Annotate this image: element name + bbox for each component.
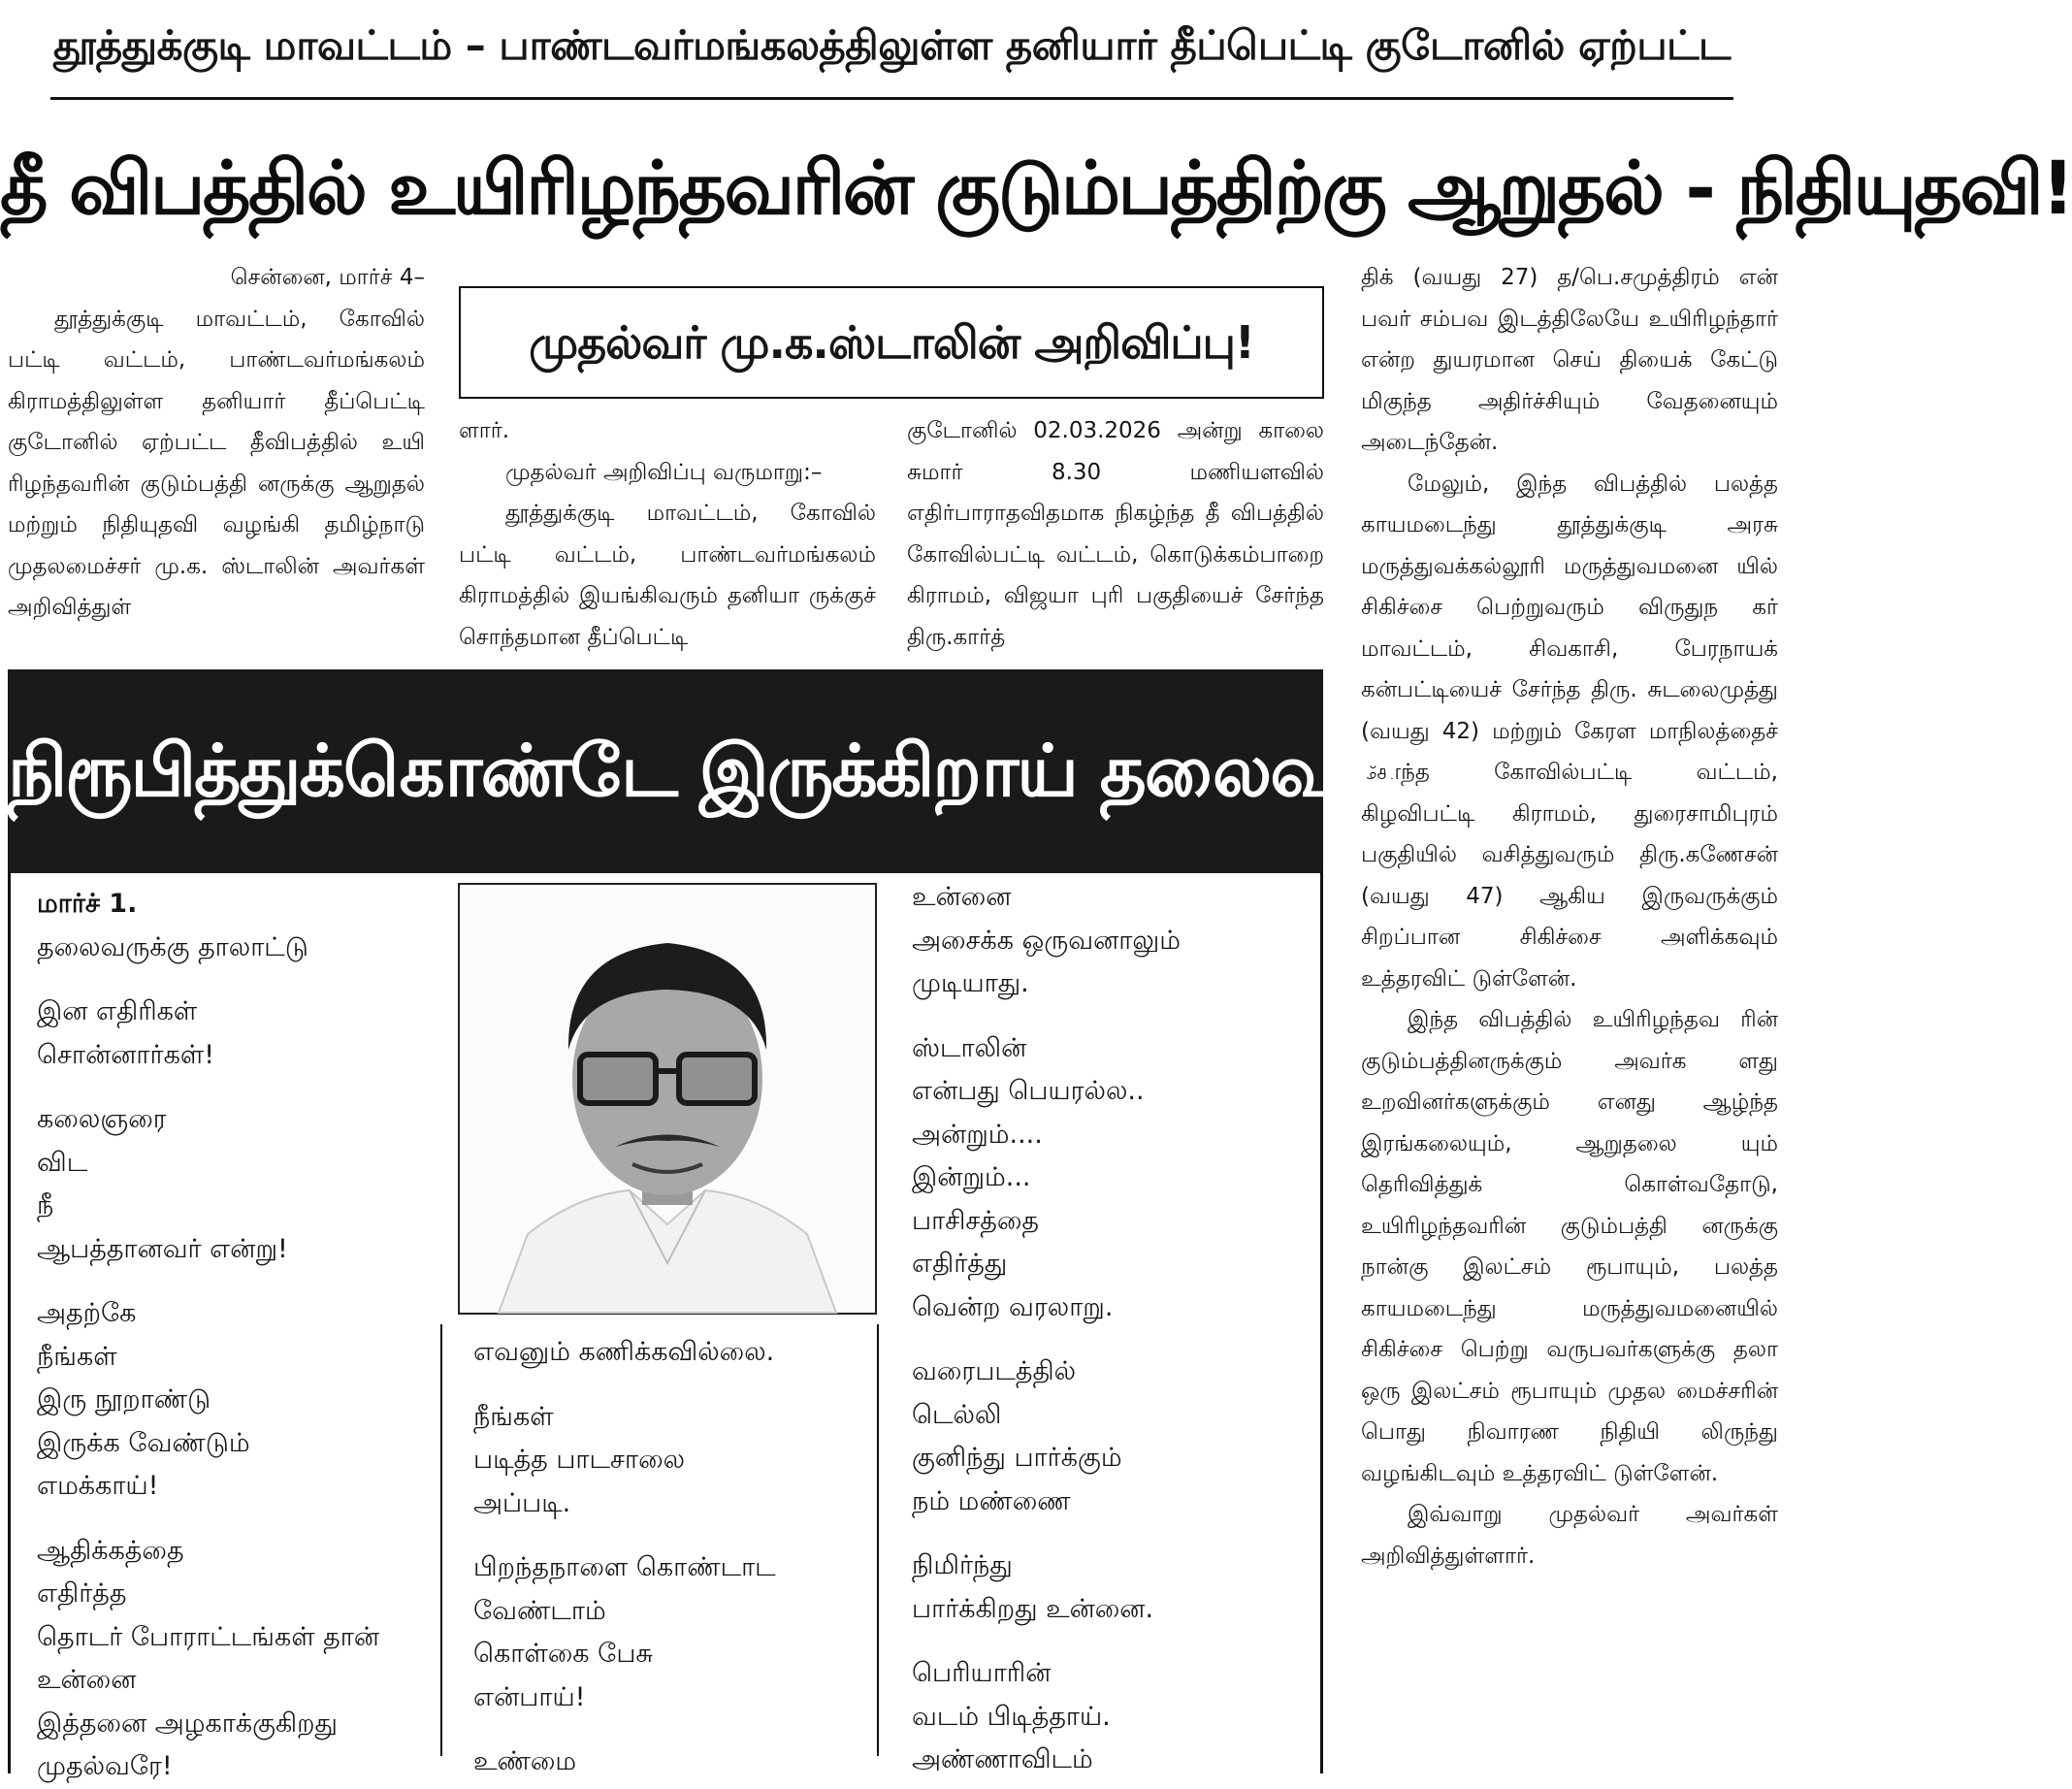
poem-line: பிறந்தநாளை கொண்டாட: [473, 1552, 776, 1582]
poem-stanza: [473, 1546, 871, 1719]
article-paragraph: தூத்துக்குடி மாவட்டம், கோவில் பட்டி வட்டம், பாண்டவர்மங்கலம் கிராமத்தில் இயங்கிவரும் தனியா ருக்குச் சொந்தமான தீப்பெட்டி: [459, 501, 876, 650]
poem-line: பாசிசத்தை: [912, 1205, 1040, 1236]
poem-line: உண்மை: [473, 1746, 577, 1776]
poem-line: முடியாது.: [912, 968, 1029, 998]
poem-line: பார்க்கிறது உன்னை.: [912, 1593, 1154, 1624]
article-paragraph: தூத்துக்குடி மாவட்டம், கோவில் பட்டி வட்டம், பாண்டவர்மங்கலம் கிராமத்திலுள்ள தனியார் தீப்பெட்டி குடோனில் ஏற்பட்ட தீவிபத்தில் உயி ரிழந்தவரின் குடும்பத்தி னருக்கு ஆறுதல் மற்றும் நிதியுதவி வழங்கி தமிழ்நாடு முதலமைச்சர் மு.க. ஸ்டாலின் அவர்கள் அறிவித்துள்: [8, 306, 425, 620]
poem-line: இரு நூறாண்டு: [37, 1384, 211, 1415]
poem-line: வடம் பிடித்தாய்.: [912, 1701, 1111, 1732]
column-divider: [877, 1324, 879, 1756]
subheadline-box: முதல்வர் மு.க.ஸ்டாலின் அறிவிப்பு!: [459, 286, 1324, 399]
article-column-3: [907, 410, 1324, 667]
poem-line: டெல்லி: [912, 1399, 1002, 1430]
poem-stanza: [37, 1292, 444, 1509]
poem-stanza: [912, 1350, 1310, 1523]
poem-line: உன்னை: [37, 1665, 137, 1695]
portrait-photo: [458, 883, 877, 1315]
poem-line: எதிர்த்து: [912, 1249, 1008, 1279]
poem-line: ஆதிக்கத்தை: [37, 1535, 184, 1566]
article-paragraph: ளார்.: [459, 418, 510, 443]
poem-line: ஆபத்தானவர் என்று!: [37, 1233, 288, 1264]
article-paragraph: இவ்வாறு முதல்வர் அவர்கள் அறிவித்துள்ளார்.: [1361, 1502, 1778, 1569]
poem-line: வரைபடத்தில்: [912, 1356, 1077, 1386]
poem-line: என்பாய்!: [473, 1681, 586, 1712]
article-paragraph: இந்த விபத்தில் உயிரிழந்தவ ரின் குடும்பத்தினருக்கும் அவர்க ளது உறவினர்களுக்கும் எனது ஆழ்ந்த இரங்கலையும், ஆறுதலை யும் தெரிவித்துக் கொள்வதோடு, உயிரிழந்தவரின் குடும்பத்தி னருக்கு நான்கு இலட்சம் ரூபாயும், பலத்த காயமடைந்து மருத்துவமனையில் சிகிச்சை பெற்று வருபவர்களுக்கு தலா ஒரு இலட்சம் ரூபாயும் முதல மைச்சரின் பொது நிவாரண நிதியி லிருந்து வழங்கிடவும் உத்தரவிட் டுள்ளேன்.: [1361, 1007, 1778, 1486]
poem-line: தொடர் போராட்டங்கள் தான்: [37, 1621, 380, 1652]
poem-stanza: [912, 1027, 1310, 1330]
poem-stanza: [473, 1331, 871, 1375]
poem-stanza: [37, 1530, 444, 1789]
article-column-2: [459, 410, 876, 667]
poem-line: வென்ற வரலாறு.: [912, 1291, 1114, 1322]
dateline: சென்னை, மார்ச் 4–: [230, 265, 425, 290]
poem-line: தலைவருக்கு தாலாட்டு: [37, 931, 308, 962]
portrait-illustration: [460, 885, 875, 1313]
poem-column-1: [37, 883, 444, 1781]
poem-line: நீ: [37, 1190, 54, 1220]
poem-line: ஸ்டாலின்: [912, 1032, 1027, 1063]
poem-stanza: [912, 1652, 1310, 1782]
poem-line: முதல்வரே!: [37, 1751, 173, 1781]
poem-line: அன்றும்....: [912, 1119, 1043, 1150]
poem-stanza: [37, 991, 444, 1077]
poem-line: அதற்கே: [37, 1298, 137, 1328]
article-paragraph: முதல்வர் அறிவிப்பு வருமாறு:–: [505, 459, 823, 485]
poem-column-3: [912, 876, 1310, 1774]
poem-line: நீங்கள்: [473, 1401, 554, 1432]
poem-banner-title: நிரூபித்துக்கொண்டே இருக்கிறாய் தலைவா!: [8, 669, 1323, 873]
poem-line: நம் மண்ணை: [912, 1485, 1071, 1516]
poem-stanza: [37, 1098, 444, 1271]
poem-line: இருக்க வேண்டும்: [37, 1427, 250, 1458]
poem-line: படித்த பாடசாலை: [473, 1445, 686, 1475]
poem-line: அசைக்க ஒருவனாலும்: [912, 925, 1181, 956]
poem-column-2: [473, 1331, 871, 1776]
article-paragraph: மேலும், இந்த விபத்தில் பலத்த காயமடைந்து தூத்துக்குடி அரசு மருத்துவக்கல்லூரி மருத்துவமனை யில் சிகிச்சை பெற்றுவரும் விருதுந கர் மாவட்டம், சிவகாசி, பேரநாயக் கன்பட்டியைச் சேர்ந்த திரு. சுடலைமுத்து (வயது 42) மற்றும் கேரள மாநிலத்தைச் சேர்ந்த கோவில்பட்டி வட்டம், கிழவிபட்டி கிராமம், துரைசாமிபுரம் பகுதியில் வசித்துவரும் திரு.கணேசன் (வயது 47) ஆகிய இருவருக்கும் சிறப்பான சிகிச்சை அளிக்கவும் உத்தரவிட் டுள்ளேன்.: [1361, 471, 1778, 992]
poem-line: அண்ணாவிடம்: [912, 1744, 1093, 1774]
article-column-4: [1361, 257, 1778, 1756]
poem-line: விட: [37, 1147, 88, 1178]
poem-line: குனிந்து பார்க்கும்: [912, 1443, 1122, 1473]
poem-line: வேண்டாம்: [473, 1595, 606, 1626]
poem-line: நிமிர்ந்து: [912, 1550, 1013, 1580]
poem-line: இன்றும்...: [912, 1162, 1031, 1192]
poem-line: இன எதிரிகள்: [37, 996, 198, 1026]
poem-stanza: [912, 1545, 1310, 1631]
poem-line: கொள்கை பேசு: [473, 1639, 654, 1669]
poem-line: இத்தனை அழகாக்குகிறது: [37, 1708, 338, 1739]
poem-stanza: [37, 883, 444, 969]
poem-stanza: [473, 1740, 871, 1784]
poem-stanza: [912, 876, 1310, 1006]
column-divider: [440, 1324, 442, 1756]
poem-line: சொன்னார்கள்!: [37, 1039, 215, 1070]
poem-stanza: [473, 1396, 871, 1526]
poem-line: எவனும் கணிக்கவில்லை.: [473, 1337, 775, 1367]
kicker-headline: தூத்துக்குடி மாவட்டம் – பாண்டவர்மங்கலத்திலுள்ள தனியார் தீப்பெட்டி குடோனில் ஏற்பட்ட: [50, 2, 1733, 100]
main-headline: தீ விபத்தில் உயிரிழந்தவரின் குடும்பத்திற்கு ஆறுதல் - நிதியுதவி!: [0, 145, 2072, 231]
article-paragraph: திக் (வயது 27) த/பெ.சமுத்திரம் என் பவர் சம்பவ இடத்திலேயே உயிரிழந்தார் என்ற துயரமான செய் தியைக் கேட்டு மிகுந்த அதிர்ச்சியும் வேதனையும் அடைந்தேன்.: [1361, 265, 1778, 455]
poem-line: பெரியாரின்: [912, 1658, 1052, 1688]
poem-line: உன்னை: [912, 882, 1012, 912]
poem-line: அப்படி.: [473, 1487, 571, 1518]
poem-line: மார்ச் 1.: [37, 889, 138, 919]
poem-line: கலைஞரை: [37, 1104, 167, 1134]
article-column-1: [8, 257, 425, 665]
poem-line: எமக்காய்!: [37, 1471, 159, 1501]
article-paragraph: குடோனில் 02.03.2026 அன்று காலை சுமார் 8.30 மணியளவில் எதிர்பாராதவிதமாக நிகழ்ந்த தீ விபத்தில் கோவில்பட்டி வட்டம், கொடுக்கம்பாறை கிராமம், விஜயா புரி பகுதியைச் சேர்ந்த திரு.கார்த்: [907, 418, 1324, 650]
poem-line: என்பது பெயரல்ல..: [912, 1076, 1145, 1106]
poem-line: எதிர்த்த: [37, 1578, 127, 1609]
poem-line: நீங்கள்: [37, 1341, 117, 1372]
